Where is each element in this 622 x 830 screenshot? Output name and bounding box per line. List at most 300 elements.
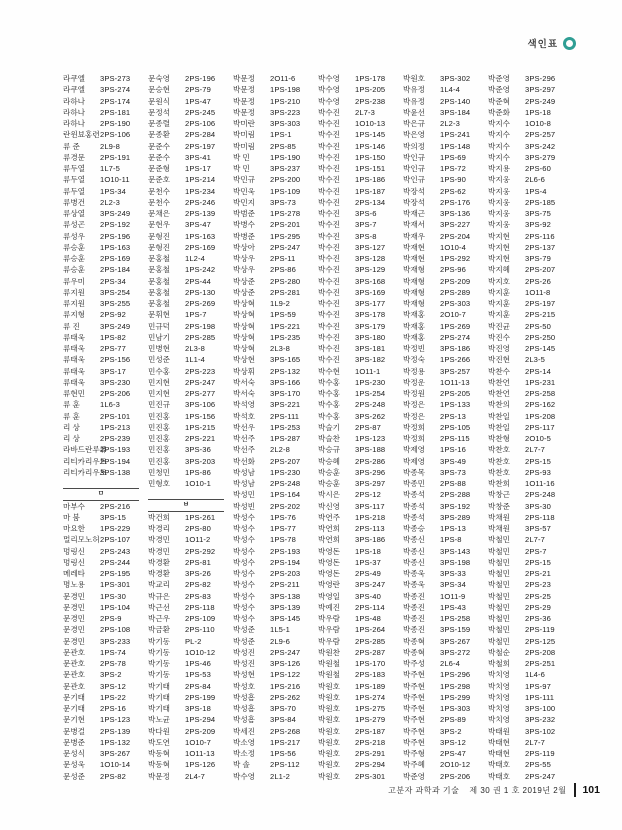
author-name: 박원호 — [318, 681, 341, 691]
index-entry — [233, 579, 313, 590]
paper-code: 1PS-46 — [185, 659, 211, 668]
paper-code: 2L2-3 — [440, 119, 460, 128]
index-entry — [318, 141, 398, 152]
index-entry — [488, 771, 568, 782]
index-entry — [148, 748, 228, 759]
author-name: 박수진 — [318, 355, 341, 365]
index-entry — [233, 366, 313, 377]
section-divider — [148, 489, 228, 512]
paper-code: 3PS-227 — [440, 220, 471, 230]
index-column-2 — [148, 73, 228, 782]
index-entry — [233, 726, 313, 737]
author-name: 박상우 — [233, 254, 256, 263]
paper-code: 3PS-254 — [100, 287, 131, 297]
author-name: 박철민 — [488, 614, 511, 623]
author-name: 박재서 — [403, 220, 426, 230]
paper-code: 1PS-146 — [355, 141, 386, 151]
paper-code: 1O10-13 — [355, 119, 386, 128]
paper-code: 3PS-255 — [100, 299, 131, 308]
author-name: 박연희 — [318, 524, 341, 533]
author-name: 박원호 — [318, 704, 341, 713]
author-name: 민진홍 — [148, 456, 171, 466]
paper-code: 3PS-297 — [355, 479, 386, 488]
author-name: 박종혁 — [403, 647, 426, 657]
paper-code: 3PS-84 — [270, 715, 296, 725]
paper-code: 1O10-12 — [185, 647, 216, 657]
paper-code: 2PS-89 — [440, 715, 466, 725]
author-name: 멍링신 — [63, 546, 86, 556]
author-name: 박정용 — [403, 366, 426, 376]
paper-code: 1PS-303 — [440, 704, 471, 713]
author-name: 문형진 — [148, 231, 171, 241]
index-entry — [488, 512, 568, 523]
paper-code: 2PS-287 — [355, 647, 386, 657]
paper-code: 3PS-26 — [185, 569, 211, 578]
index-entry — [233, 591, 313, 602]
author-name: 박병준 — [233, 231, 256, 241]
paper-code: 1PS-76 — [270, 512, 296, 522]
paper-code: 1PS-48 — [355, 614, 381, 623]
author-name: 박민규 — [233, 175, 256, 185]
index-entry — [233, 692, 313, 703]
paper-code: 2PS-187 — [355, 726, 386, 736]
author-name: 박 민 — [233, 164, 250, 173]
author-name: 박선주 — [233, 445, 256, 455]
paper-code: 3PS-117 — [355, 501, 385, 511]
paper-code: 2PS-192 — [100, 220, 131, 230]
author-name: 류상열 — [63, 209, 86, 218]
paper-code: 2PS-248 — [270, 479, 301, 488]
paper-code: 2PS-36 — [525, 614, 551, 623]
author-name: 박성준 — [233, 636, 256, 646]
paper-code: 2O10-5 — [525, 434, 551, 443]
index-entry — [233, 456, 313, 467]
author-name: 박상혁 — [233, 321, 256, 331]
journal-title: 고분자 과학과 기술 — [388, 785, 460, 795]
index-entry — [148, 444, 228, 455]
index-entry — [233, 433, 313, 444]
author-name: 문홍철 — [148, 299, 171, 308]
paper-code: 1PS-299 — [440, 692, 471, 702]
paper-code: 2PS-201 — [270, 220, 301, 230]
index-entry — [318, 692, 398, 703]
index-entry — [233, 501, 313, 512]
index-entry — [148, 602, 228, 613]
paper-code: 1PS-150 — [355, 152, 386, 162]
paper-code: 2PS-268 — [270, 726, 301, 736]
index-entry — [63, 714, 143, 725]
index-entry — [488, 613, 568, 624]
author-name: 문성준 — [63, 771, 86, 781]
author-name: 박지혜 — [488, 265, 511, 275]
paper-code: 2PS-137 — [525, 242, 556, 252]
paper-code: 2L7-7 — [525, 535, 545, 545]
index-entry — [318, 759, 398, 770]
index-entry — [403, 186, 483, 197]
index-entry — [488, 624, 568, 635]
index-entry — [488, 264, 568, 275]
paper-code: 2PS-115 — [440, 434, 470, 443]
index-entry — [63, 118, 143, 129]
paper-code: 1L7-5 — [100, 164, 120, 173]
author-name: 리 상 — [63, 434, 80, 443]
paper-code: 2PS-221 — [185, 434, 216, 443]
author-name: 박찬언 — [488, 389, 511, 398]
index-entry — [318, 107, 398, 118]
paper-code: 2PS-194 — [270, 557, 301, 567]
index-entry — [403, 73, 483, 84]
index-entry — [318, 186, 398, 197]
index-entry — [403, 726, 483, 737]
author-name: 박정은 — [403, 411, 426, 421]
author-name: 박상현 — [233, 355, 256, 365]
index-entry — [63, 467, 143, 478]
paper-code: 1PS-132 — [100, 737, 131, 747]
paper-code: 3PS-170 — [270, 389, 301, 398]
index-entry — [63, 444, 143, 455]
index-entry — [148, 287, 228, 298]
paper-code: 2O11-6 — [270, 74, 296, 83]
ring-icon — [563, 37, 576, 50]
paper-code: 2PS-44 — [185, 276, 211, 286]
author-name: 박소정 — [233, 749, 256, 758]
page-footer — [388, 783, 600, 797]
index-entry — [318, 568, 398, 579]
index-entry — [233, 512, 313, 523]
author-name: 류 진 — [63, 321, 80, 331]
author-name: 박찬형 — [488, 434, 511, 443]
paper-code: 1PS-274 — [355, 692, 386, 702]
paper-code: 1O10-4 — [440, 242, 466, 252]
paper-code: 2PS-118 — [525, 512, 555, 522]
index-entry — [233, 321, 313, 332]
index-entry — [403, 602, 483, 613]
author-name: 박수영 — [318, 85, 341, 95]
paper-code: 2PS-202 — [270, 501, 301, 511]
author-name: 박찬언 — [488, 377, 511, 387]
paper-code: 2PS-50 — [525, 321, 551, 331]
author-name: 박수홍 — [318, 411, 341, 421]
paper-code: 1PS-30 — [100, 591, 126, 601]
index-entry — [148, 152, 228, 163]
index-entry — [63, 647, 143, 658]
paper-code: 3PS-247 — [355, 580, 386, 590]
index-entry — [148, 681, 228, 692]
author-name: 박주현 — [403, 704, 426, 713]
footer-divider — [574, 783, 576, 797]
author-name: 민진규 — [148, 400, 171, 410]
author-name: 박동혁 — [148, 760, 171, 770]
author-name: 박제영 — [403, 445, 426, 455]
index-entry — [63, 208, 143, 219]
author-name: 류 준 — [63, 141, 80, 151]
author-name: 박재우 — [403, 231, 426, 241]
paper-code: 2PS-209 — [185, 726, 216, 736]
paper-code: 3PS-92 — [525, 220, 551, 230]
author-name: 박종목 — [403, 467, 426, 477]
paper-code: 3PS-180 — [355, 332, 386, 342]
index-entry — [233, 141, 313, 152]
index-entry — [148, 669, 228, 680]
index-entry — [63, 264, 143, 275]
author-name: 박영돈 — [318, 557, 341, 567]
author-name: 박동혁 — [148, 749, 171, 758]
paper-code: 2PS-77 — [100, 344, 126, 353]
paper-code: 2PS-185 — [525, 197, 556, 207]
author-name: 박철민 — [488, 625, 511, 635]
index-entry — [233, 118, 313, 129]
index-entry — [233, 174, 313, 185]
author-name: 박진현 — [488, 355, 511, 365]
author-name: 박기동 — [148, 647, 171, 657]
paper-code: 1O10-1 — [185, 479, 211, 488]
index-entry — [488, 467, 568, 478]
index-entry — [63, 681, 143, 692]
author-name: 박영돈 — [318, 546, 341, 556]
index-entry — [403, 309, 483, 320]
author-name: 박지훈 — [488, 310, 511, 320]
index-entry — [233, 737, 313, 748]
paper-code: 3PS-15 — [100, 512, 126, 522]
author-name: 류우미 — [63, 276, 86, 286]
paper-code: 2PS-16 — [100, 704, 126, 713]
index-entry — [148, 174, 228, 185]
paper-code: 2PS-49 — [355, 569, 381, 578]
index-entry — [233, 467, 313, 478]
paper-code: 1O11-2 — [185, 535, 211, 545]
index-entry — [233, 242, 313, 253]
index-entry — [318, 478, 398, 489]
index-entry — [233, 186, 313, 197]
index-entry — [488, 647, 568, 658]
paper-code: 1PS-266 — [440, 355, 471, 365]
author-name: 박슬찬 — [318, 434, 341, 443]
paper-code: 1L1-4 — [185, 355, 205, 365]
author-name: 류두열 — [63, 186, 86, 196]
index-entry — [318, 422, 398, 433]
author-name: 박종신 — [403, 557, 426, 567]
index-entry — [318, 287, 398, 298]
paper-code: 1PS-215 — [185, 422, 216, 432]
paper-code: 1PS-59 — [270, 310, 296, 320]
author-name: 문경민 — [63, 602, 86, 612]
paper-code: 2PS-216 — [100, 501, 131, 511]
author-name: 박영일 — [318, 591, 341, 601]
paper-code: 3PS-267 — [100, 749, 131, 758]
index-entry — [63, 534, 143, 545]
paper-code: 1PS-111 — [525, 692, 555, 702]
author-name: 박원철 — [318, 659, 341, 668]
index-entry — [63, 669, 143, 680]
paper-code: 3PS-75 — [525, 209, 551, 218]
index-entry — [488, 737, 568, 748]
index-entry — [63, 186, 143, 197]
author-name: 박찬호 — [488, 445, 511, 455]
author-name: 박수진 — [318, 299, 341, 308]
author-name: 문홍철 — [148, 287, 171, 297]
author-name: 리 상 — [63, 422, 80, 432]
author-name: 박치영 — [488, 704, 511, 713]
paper-code: 1PS-97 — [525, 681, 551, 691]
index-entry — [318, 591, 398, 602]
author-name: 박장석 — [403, 186, 426, 196]
author-name: 명노용 — [63, 580, 86, 590]
paper-code: 2PS-269 — [185, 299, 216, 308]
paper-code: 3PS-127 — [355, 242, 386, 252]
paper-code: 2PS-92 — [100, 310, 126, 320]
author-name: 박성남 — [233, 479, 256, 488]
paper-code: 3PS-177 — [355, 299, 386, 308]
author-name: 문병준 — [63, 737, 86, 747]
paper-code: 1PS-16 — [440, 445, 466, 455]
index-entry — [318, 681, 398, 692]
paper-code: 2PS-199 — [185, 692, 216, 702]
author-name: 박문정 — [233, 96, 256, 106]
paper-code: 2PS-13 — [440, 411, 466, 421]
index-entry — [63, 332, 143, 343]
author-name: 박치영 — [488, 670, 511, 680]
author-name: 박성빈 — [233, 501, 256, 511]
paper-code: 3PS-168 — [355, 276, 386, 286]
author-name: 박수홍 — [318, 400, 341, 410]
author-name: 박인규 — [403, 175, 426, 185]
author-name: 박영란 — [318, 580, 341, 590]
index-entry — [488, 557, 568, 568]
author-name: 박원호 — [318, 760, 341, 770]
paper-code: 2PS-277 — [185, 389, 216, 398]
author-name: 박경환 — [148, 557, 171, 567]
paper-code: 3PS-12 — [100, 681, 126, 691]
index-entry — [63, 433, 143, 444]
paper-code: 3PS-237 — [270, 164, 301, 173]
index-entry — [488, 568, 568, 579]
author-name: 박재형 — [403, 276, 426, 286]
index-entry — [318, 73, 398, 84]
author-name: 민형호 — [148, 479, 171, 488]
index-entry — [233, 636, 313, 647]
author-name: 박종승 — [403, 524, 426, 533]
paper-code: 1PS-170 — [355, 659, 386, 668]
author-name: 박태호 — [488, 771, 511, 781]
author-name: 박정희 — [403, 434, 426, 443]
paper-code: 1PS-279 — [355, 715, 386, 725]
paper-code: 2PS-132 — [270, 366, 301, 376]
author-name: 문기태 — [63, 704, 86, 713]
author-name: 문승현 — [148, 85, 171, 95]
author-name: 박우람 — [318, 625, 341, 635]
paper-code: 2PS-21 — [525, 569, 551, 578]
index-entry — [318, 208, 398, 219]
index-entry — [148, 141, 228, 152]
author-name: 문기태 — [63, 692, 86, 702]
paper-code: 1PS-217 — [270, 737, 301, 747]
index-entry — [403, 647, 483, 658]
author-name: 류지원 — [63, 287, 86, 297]
paper-code: 2PS-169 — [185, 242, 216, 252]
paper-code: 1PS-109 — [270, 186, 301, 196]
paper-code: 1PS-78 — [270, 535, 296, 545]
author-name: 문홍철 — [148, 254, 171, 263]
index-entry — [63, 624, 143, 635]
paper-code: 2PS-15 — [525, 456, 551, 466]
author-name: 문관호 — [63, 647, 86, 657]
author-name: 박상휘 — [233, 366, 256, 376]
author-name: 박주현 — [403, 715, 426, 725]
index-entry — [63, 343, 143, 354]
index-entry — [63, 613, 143, 624]
author-name: 박성수 — [233, 580, 256, 590]
author-name: 류태욱 — [63, 344, 86, 353]
author-name: 박수진 — [318, 344, 341, 353]
paper-code: 1L4-4 — [440, 85, 460, 95]
author-name: 문채은 — [148, 209, 171, 218]
author-name: 박창준 — [488, 501, 511, 511]
index-entry — [403, 141, 483, 152]
paper-code: 1PS-269 — [440, 321, 471, 331]
paper-code: 1PS-292 — [440, 254, 471, 263]
paper-code: 1PS-123 — [355, 434, 386, 443]
index-entry — [318, 636, 398, 647]
author-name: 박미림 — [233, 141, 256, 151]
index-entry — [148, 546, 228, 557]
author-name: 박재형 — [403, 299, 426, 308]
author-name: 박지수 — [488, 130, 511, 140]
index-entry — [488, 546, 568, 557]
paper-code: 1O11-16 — [525, 479, 555, 488]
paper-code: 2PS-29 — [525, 602, 551, 612]
page-header — [527, 36, 576, 50]
paper-code: 2PS-78 — [100, 659, 126, 668]
author-name: 박연주 — [318, 512, 341, 522]
index-entry — [63, 759, 143, 770]
author-name: 민진홍 — [148, 422, 171, 432]
author-name: 박원찬 — [318, 647, 341, 657]
index-entry — [233, 253, 313, 264]
author-name: 박성준 — [233, 625, 256, 635]
index-entry — [63, 197, 143, 208]
paper-code: 2PS-117 — [525, 422, 555, 432]
paper-code: 1PS-17 — [185, 164, 211, 173]
index-entry — [318, 489, 398, 500]
paper-code: 2PS-207 — [525, 265, 556, 275]
author-name: 박영돈 — [318, 569, 341, 578]
index-entry — [488, 141, 568, 152]
paper-code: 1PS-301 — [100, 580, 131, 590]
author-name: 박기동 — [148, 659, 171, 668]
index-entry — [233, 681, 313, 692]
index-entry — [488, 636, 568, 647]
paper-code: 2PS-101 — [100, 411, 131, 421]
author-name: 문홍철 — [148, 276, 171, 286]
paper-code: 2O10-12 — [440, 760, 471, 770]
index-column-5 — [403, 73, 483, 782]
index-entry — [148, 624, 228, 635]
paper-code: 3PS-126 — [270, 659, 301, 668]
author-name: 박세진 — [233, 726, 256, 736]
author-name: 박원호 — [318, 715, 341, 725]
index-entry — [148, 703, 228, 714]
index-entry — [233, 771, 313, 782]
paper-code: 3PS-7 — [355, 220, 377, 230]
index-entry — [488, 208, 568, 219]
paper-code: 3PS-2 — [100, 670, 122, 680]
author-name: 박성현 — [233, 670, 256, 680]
author-name: 라쿠엘 — [63, 74, 86, 83]
paper-code: 2PS-140 — [440, 96, 471, 106]
section-letter: ㅁ — [63, 488, 139, 501]
author-name: 박철민 — [488, 580, 511, 590]
author-name: 박원호 — [318, 726, 341, 736]
